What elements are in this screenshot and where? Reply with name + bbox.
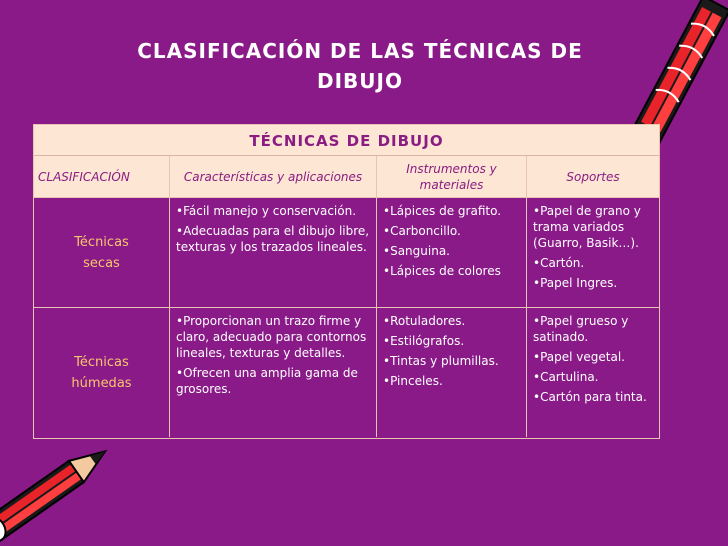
slide-title bbox=[95, 36, 625, 96]
list-item: •Cartón. bbox=[533, 256, 585, 270]
list-item: •Rotuladores. bbox=[383, 314, 466, 328]
column-header-instrumentos: Instrumentos y materiales bbox=[377, 156, 527, 198]
title-line-2: DIBUJO bbox=[317, 69, 403, 93]
list-item: •Adecuadas para el dibujo libre, texturas y los trazados lineales. bbox=[176, 224, 370, 254]
table-cell-instrumentos bbox=[377, 308, 527, 437]
list-item: •Fácil manejo y conservación. bbox=[176, 204, 357, 218]
list-item: •Papel Ingres. bbox=[533, 276, 618, 290]
table-cell-instrumentos bbox=[377, 198, 527, 308]
techniques-table bbox=[33, 124, 660, 439]
list-item: •Papel grueso y satinado. bbox=[533, 314, 629, 344]
row-label-humedas: Técnicas húmedas bbox=[34, 308, 170, 437]
list-item: •Ofrecen una amplia gama de grosores. bbox=[176, 366, 358, 396]
list-item: •Cartulina. bbox=[533, 370, 599, 384]
list-item: •Pinceles. bbox=[383, 374, 443, 388]
list-item: •Lápices de colores bbox=[383, 264, 501, 278]
list-item: •Estilógrafos. bbox=[383, 334, 465, 348]
table-header: TÉCNICAS DE DIBUJO bbox=[34, 125, 659, 156]
column-header-caracteristicas: Características y aplicaciones bbox=[170, 156, 377, 198]
list-item: •Papel vegetal. bbox=[533, 350, 625, 364]
list-item: •Sanguina. bbox=[383, 244, 450, 258]
list-item: •Lápices de grafito. bbox=[383, 204, 502, 218]
column-header-clasificacion: CLASIFICACIÓN bbox=[34, 156, 170, 198]
list-item: •Cartón para tinta. bbox=[533, 390, 647, 404]
list-item: •Papel de grano y trama variados (Guarro, Basik…). bbox=[533, 204, 641, 250]
table-cell-soportes bbox=[527, 308, 659, 437]
table-cell-caracteristicas bbox=[170, 308, 377, 437]
list-item: •Proporcionan un trazo firme y claro, adecuado para contornos lineales, texturas y detalles. bbox=[176, 314, 367, 360]
list-item: •Carboncillo. bbox=[383, 224, 461, 238]
column-header-soportes: Soportes bbox=[527, 156, 659, 198]
title-line-1: CLASIFICACIÓN DE LAS TÉCNICAS DE bbox=[137, 39, 583, 63]
table-cell-soportes bbox=[527, 198, 659, 308]
table-cell-caracteristicas bbox=[170, 198, 377, 308]
list-item: •Tintas y plumillas. bbox=[383, 354, 499, 368]
row-label-secas: Técnicas secas bbox=[34, 198, 170, 308]
